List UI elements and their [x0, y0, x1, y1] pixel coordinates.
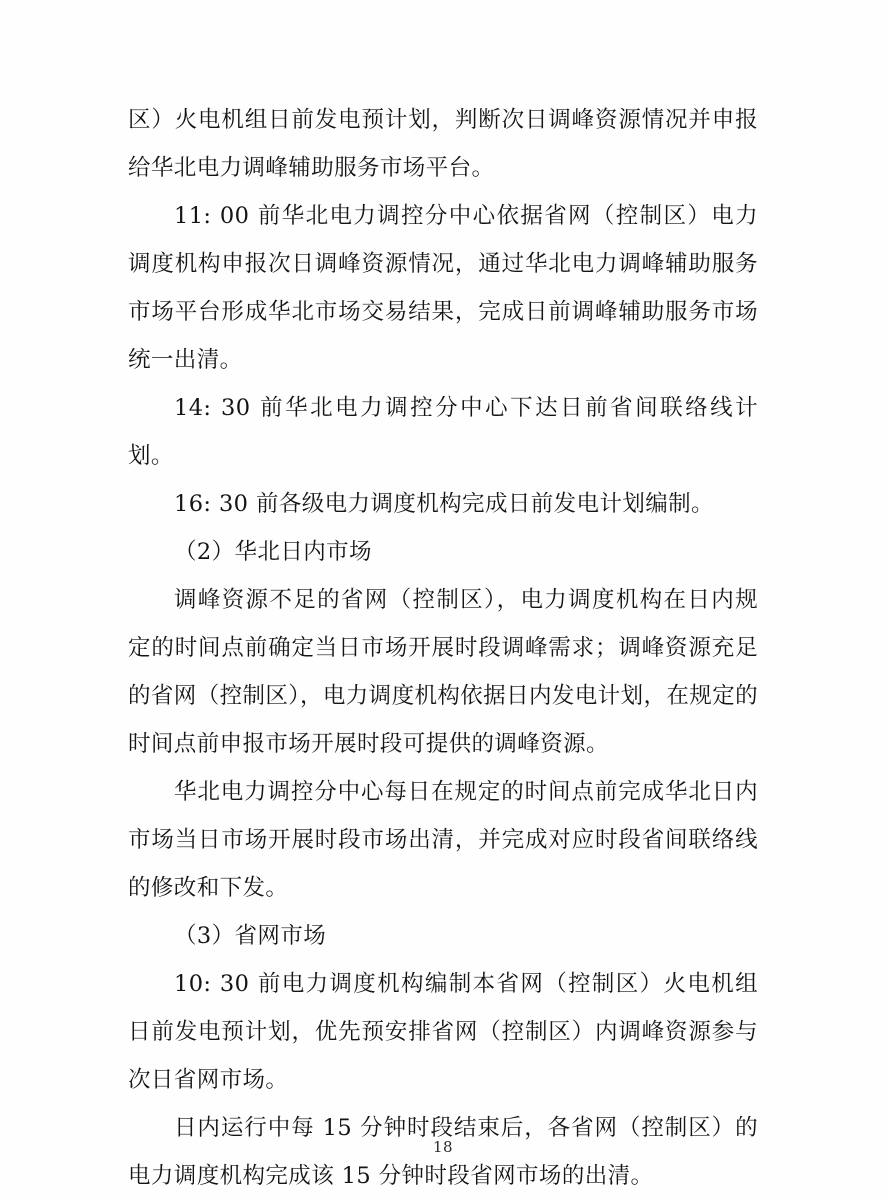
document-body [128, 96, 758, 1200]
paragraph: 16: 30 前各级电力调度机构完成日前发电计划编制。 [174, 491, 714, 517]
page-number: 18 [432, 1138, 454, 1156]
paragraph: 日内运行中每 15 分钟时段结束后，各省网（控制区）的电力调度机构完成该 15 分钟时段省网市场的出清。 [128, 1115, 758, 1189]
paragraph: 华北电力调控分中心每日在规定的时间点前完成华北日内市场当日市场开展时段市场出清，并完成对应时段省间联络线的修改和下发。 [128, 779, 758, 901]
paragraph: 区）火电机组日前发电预计划，判断次日调峰资源情况并申报给华北电力调峰辅助服务市场平台。 [128, 107, 758, 181]
paragraph: （3）省网市场 [174, 923, 327, 949]
paragraph: 11: 00 前华北电力调控分中心依据省网（控制区）电力调度机构申报次日调峰资源情况，通过华北电力调峰辅助服务市场平台形成华北市场交易结果，完成日前调峰辅助服务市场统一出清。 [128, 203, 758, 373]
paragraph: 10: 30 前电力调度机构编制本省网（控制区）火电机组日前发电预计划，优先预安排省网（控制区）内调峰资源参与次日省网市场。 [128, 971, 758, 1093]
paragraph: （2）华北日内市场 [174, 539, 372, 565]
paragraph: 14: 30 前华北电力调控分中心下达日前省间联络线计划。 [128, 395, 758, 469]
paragraph: 调峰资源不足的省网（控制区），电力调度机构在日内规定的时间点前确定当日市场开展时段调峰需求；调峰资源充足的省网（控制区），电力调度机构依据日内发电计划，在规定的时间点前申报市场开展时段可提供的调峰资源。 [128, 587, 758, 757]
